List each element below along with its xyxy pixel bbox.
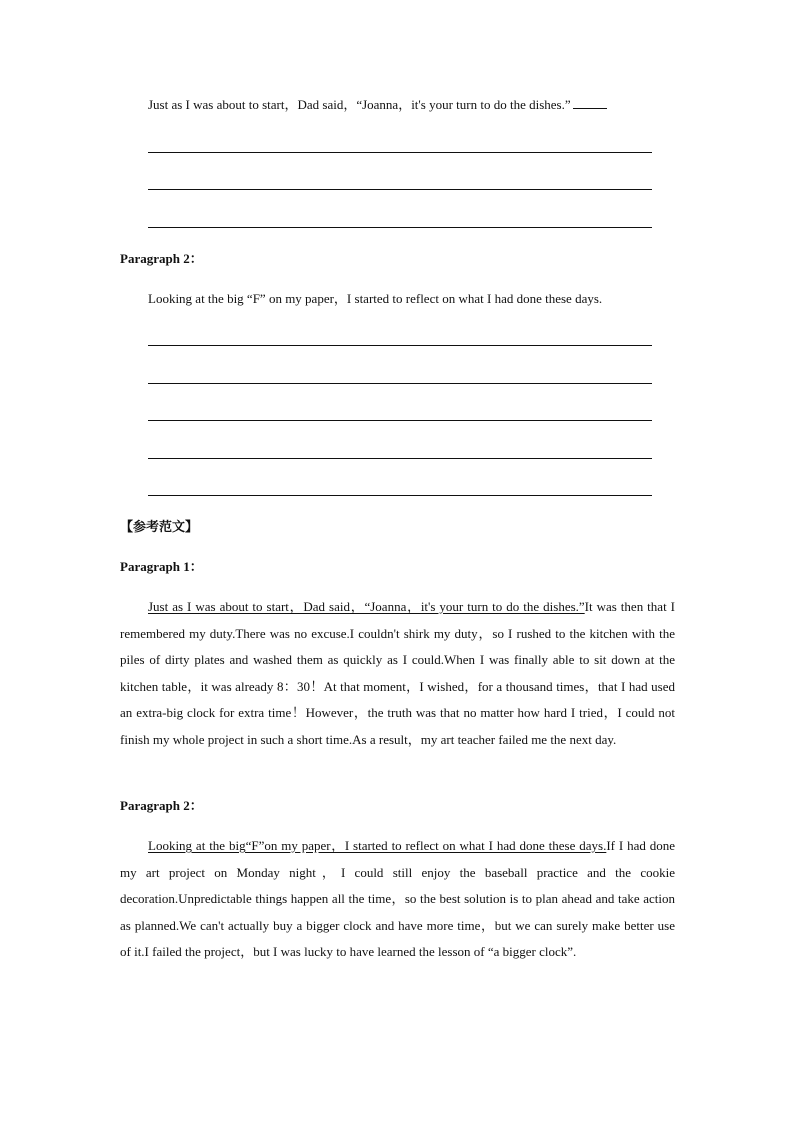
sample-paragraph-1: [120, 594, 675, 754]
sample-p1-body: It was then that I remembered my duty.There was no excuse.I couldn't shirk my duty，so I rushed to the kitchen with the piles of dirty plates and washed them as quickly as I could.When I was finally able to sit down at the kitchen table，it was already 8：30！At that moment，I wished，for a thousand times，that I had used an extra-big clock for extra time！However，the truth was that no matter how hard I tried，I could not finish my whole project in such a short time.As a result，my art teacher failed me the next day.: [120, 599, 675, 747]
sample-p1-opening: Just as I was about to start，Dad said，“Joanna，it's your turn to do the dishes.”: [148, 599, 585, 614]
writing-line[interactable]: [148, 152, 652, 153]
answer-blank-inline[interactable]: [573, 96, 607, 109]
writing-line[interactable]: [148, 495, 652, 496]
sample-paragraph-2: [120, 833, 675, 966]
sample-p2-opening: Looking at the big“F”on my paper，I started to reflect on what I had done these days.: [148, 838, 607, 853]
sample-paragraph-2-label: Paragraph 2：: [120, 798, 203, 813]
writing-line[interactable]: [148, 189, 652, 190]
writing-line[interactable]: [148, 383, 652, 384]
sample-p2-body: If I had done my art project on Monday night，I could still enjoy the baseball practice and the cookie decoration.Unpredictable things happen all the time，so the best solution is to plan ahead and take action as planned.We can't actually buy a bigger clock and have more time，but we can surely make better use of it.I failed the project，but I was lucky to have learned the lesson of “a bigger clock”.: [120, 838, 675, 960]
prompt-opening-1: [148, 96, 607, 114]
prompt-opening-1-text: Just as I was about to start，Dad said，“Joanna，it's your turn to do the dishes.”: [148, 97, 571, 112]
writing-line[interactable]: [148, 458, 652, 459]
writing-line[interactable]: [148, 227, 652, 228]
writing-line[interactable]: [148, 420, 652, 421]
paragraph-2-label: Paragraph 2：: [120, 251, 203, 266]
prompt-opening-2: Looking at the big “F” on my paper，I started to reflect on what I had done these days.: [148, 291, 603, 306]
sample-paragraph-1-label: Paragraph 1：: [120, 559, 203, 574]
writing-line[interactable]: [148, 345, 652, 346]
sample-essay-label: 【参考范文】: [120, 519, 199, 534]
